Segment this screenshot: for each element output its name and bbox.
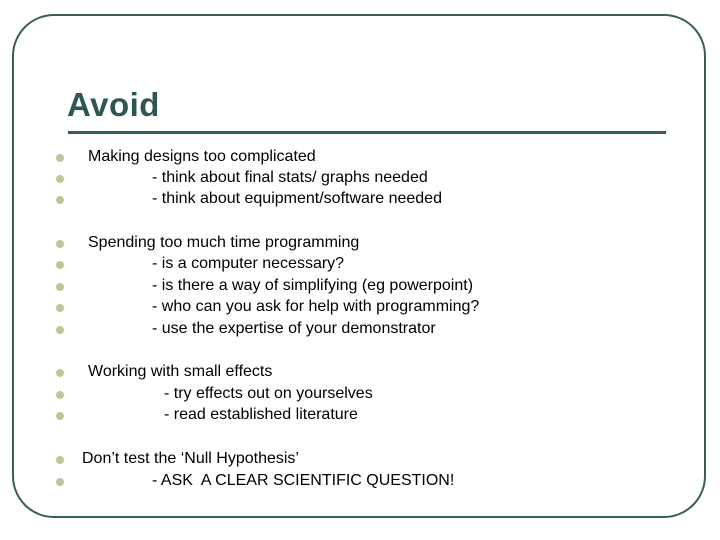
bullet-icon (56, 478, 64, 486)
bullet-icon (56, 369, 64, 377)
title-divider (68, 131, 666, 134)
bullet-icon (56, 304, 64, 312)
bullet-icon (56, 154, 64, 162)
list-item-heading: Spending too much time programming (88, 234, 360, 251)
list-item-heading: Making designs too complicated (88, 148, 316, 165)
list-item-heading: Working with small effects (88, 363, 273, 380)
list-item-detail: - ASK A CLEAR SCIENTIFIC QUESTION! (152, 472, 455, 489)
bullet-icon (56, 412, 64, 420)
list-item-detail: - who can you ask for help with programming? (152, 298, 480, 315)
list-item-detail: - think about final stats/ graphs needed (152, 169, 428, 186)
list-item-detail: - is there a way of simplifying (eg powerpoint) (152, 277, 474, 294)
list-item-detail: - think about equipment/software needed (152, 190, 442, 207)
bullet-icon (56, 326, 64, 334)
list-item-detail: - read established literature (164, 406, 358, 423)
list-item-detail: - use the expertise of your demonstrator (152, 320, 436, 337)
list-item-detail: - is a computer necessary? (152, 255, 345, 272)
bullet-icon (56, 240, 64, 248)
bullet-icon (56, 283, 64, 291)
list-item-heading: Don’t test the ‘Null Hypothesis’ (82, 450, 299, 467)
bullet-icon (56, 261, 64, 269)
bullet-icon (56, 175, 64, 183)
list-item-detail: - try effects out on yourselves (164, 385, 373, 402)
bullet-icon (56, 456, 64, 464)
bullet-icon (56, 391, 64, 399)
bullet-icon (56, 196, 64, 204)
slide-title: Avoid (67, 86, 160, 123)
